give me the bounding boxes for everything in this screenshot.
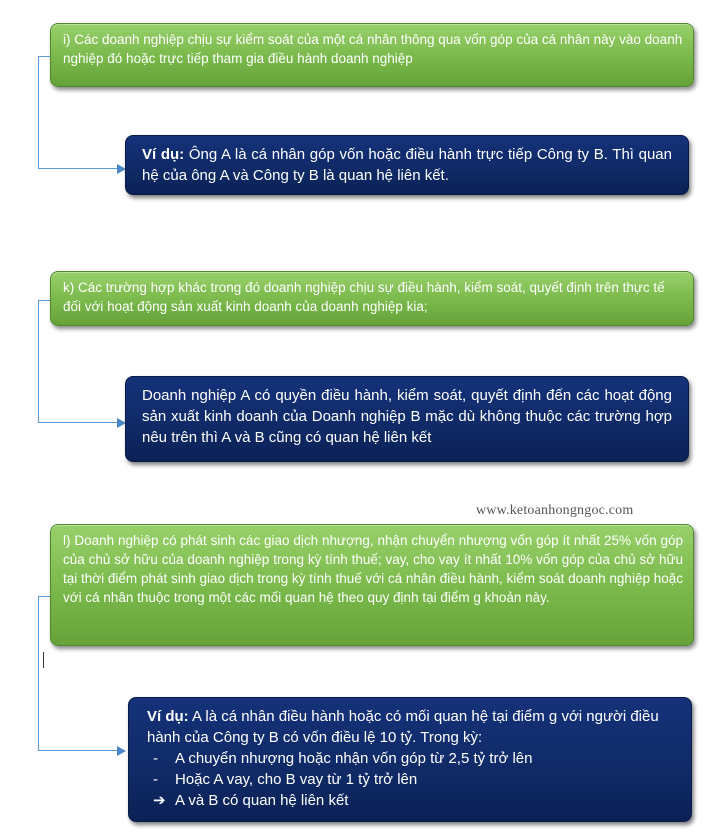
rule-l-text: l) Doanh nghiệp có phát sinh các giao dịch nhượng, nhận chuyển nhượng vốn góp ít nhất 25% vốn góp của chủ sở hữu của doanh nghiệp trong kỳ tính thuế; vay, cho vay ít nhất 10% vốn góp của chủ sở hữu tại thời điểm phát sinh giao dịch trong kỳ tính thuế với cá nhân điều hành, kiểm soát doanh nghiệp hoặc với cá nhân thuộc trong một các mối quan hệ theo quy định tại điểm g khoản này. [63,533,683,605]
list-item-text: A và B có quan hệ liên kết [175,792,349,809]
connector-i-horizontal [38,168,118,169]
connector-l-vertical [38,596,39,751]
example-i-text: Ông A là cá nhân góp vốn hoặc điều hành trực tiếp Công ty B. Thì quan hệ của ông A và Công ty B là quan hệ liên kết. [142,146,672,184]
example-l-list [147,748,673,811]
rule-k-text: k) Các trường hợp khác trong đó doanh nghiệp chịu sự điều hành, kiểm soát, quyết định trên thực tế đối với hoạt động sản xuất kinh doanh của doanh nghiệp kia; [63,280,665,314]
connector-k-vertical [38,300,39,423]
rule-i-text: i) Các doanh nghiệp chịu sự kiểm soát của một cá nhân thông qua vốn góp của cá nhân này vào doanh nghiệp đó hoặc trực tiếp tham gia điều hành doanh nghiệp [63,32,683,66]
text-cursor [43,652,44,668]
rule-k-box [50,271,694,326]
list-item-text: A chuyển nhượng hoặc nhận vốn góp từ 2,5 tỷ trở lên [175,750,533,767]
rule-l-box [50,524,694,646]
connector-k-stub [38,300,50,301]
arrow-right-icon: ➔ [153,792,166,809]
connector-l-stub [38,596,50,597]
list-item [147,790,673,811]
list-item [147,748,673,769]
example-i-lead: Ví dụ: [142,146,185,163]
connector-l-horizontal [38,750,118,751]
arrow-l-icon [117,746,126,756]
example-l-box [128,697,692,822]
example-k-box [125,376,689,462]
example-k-text: Doanh nghiệp A có quyền điều hành, kiểm soát, quyết định đến các hoạt động sản xuất kinh doanh của Doanh nghiệp B mặc dù không thuộc các trường hợp nêu trên thì A và B cũng có quan hệ liên kết [142,387,672,446]
connector-k-horizontal [38,422,118,423]
watermark: www.ketoanhongngoc.com [476,503,634,518]
list-item [147,769,673,790]
connector-i-vertical [38,56,39,169]
example-i-box [125,135,689,195]
list-marker: - [153,771,158,788]
list-item-text: Hoặc A vay, cho B vay từ 1 tỷ trở lên [175,771,418,788]
connector-i-stub [38,56,50,57]
example-l-intro [147,706,673,748]
example-l-lead: Ví dụ: [147,708,189,725]
example-l-text: A là cá nhân điều hành hoặc có mối quan hệ tại điểm g với người điều hành của Công ty B có vốn điều lệ 10 tỷ. Trong kỳ: [147,708,659,746]
rule-i-box [50,23,694,87]
list-marker: - [153,750,158,767]
